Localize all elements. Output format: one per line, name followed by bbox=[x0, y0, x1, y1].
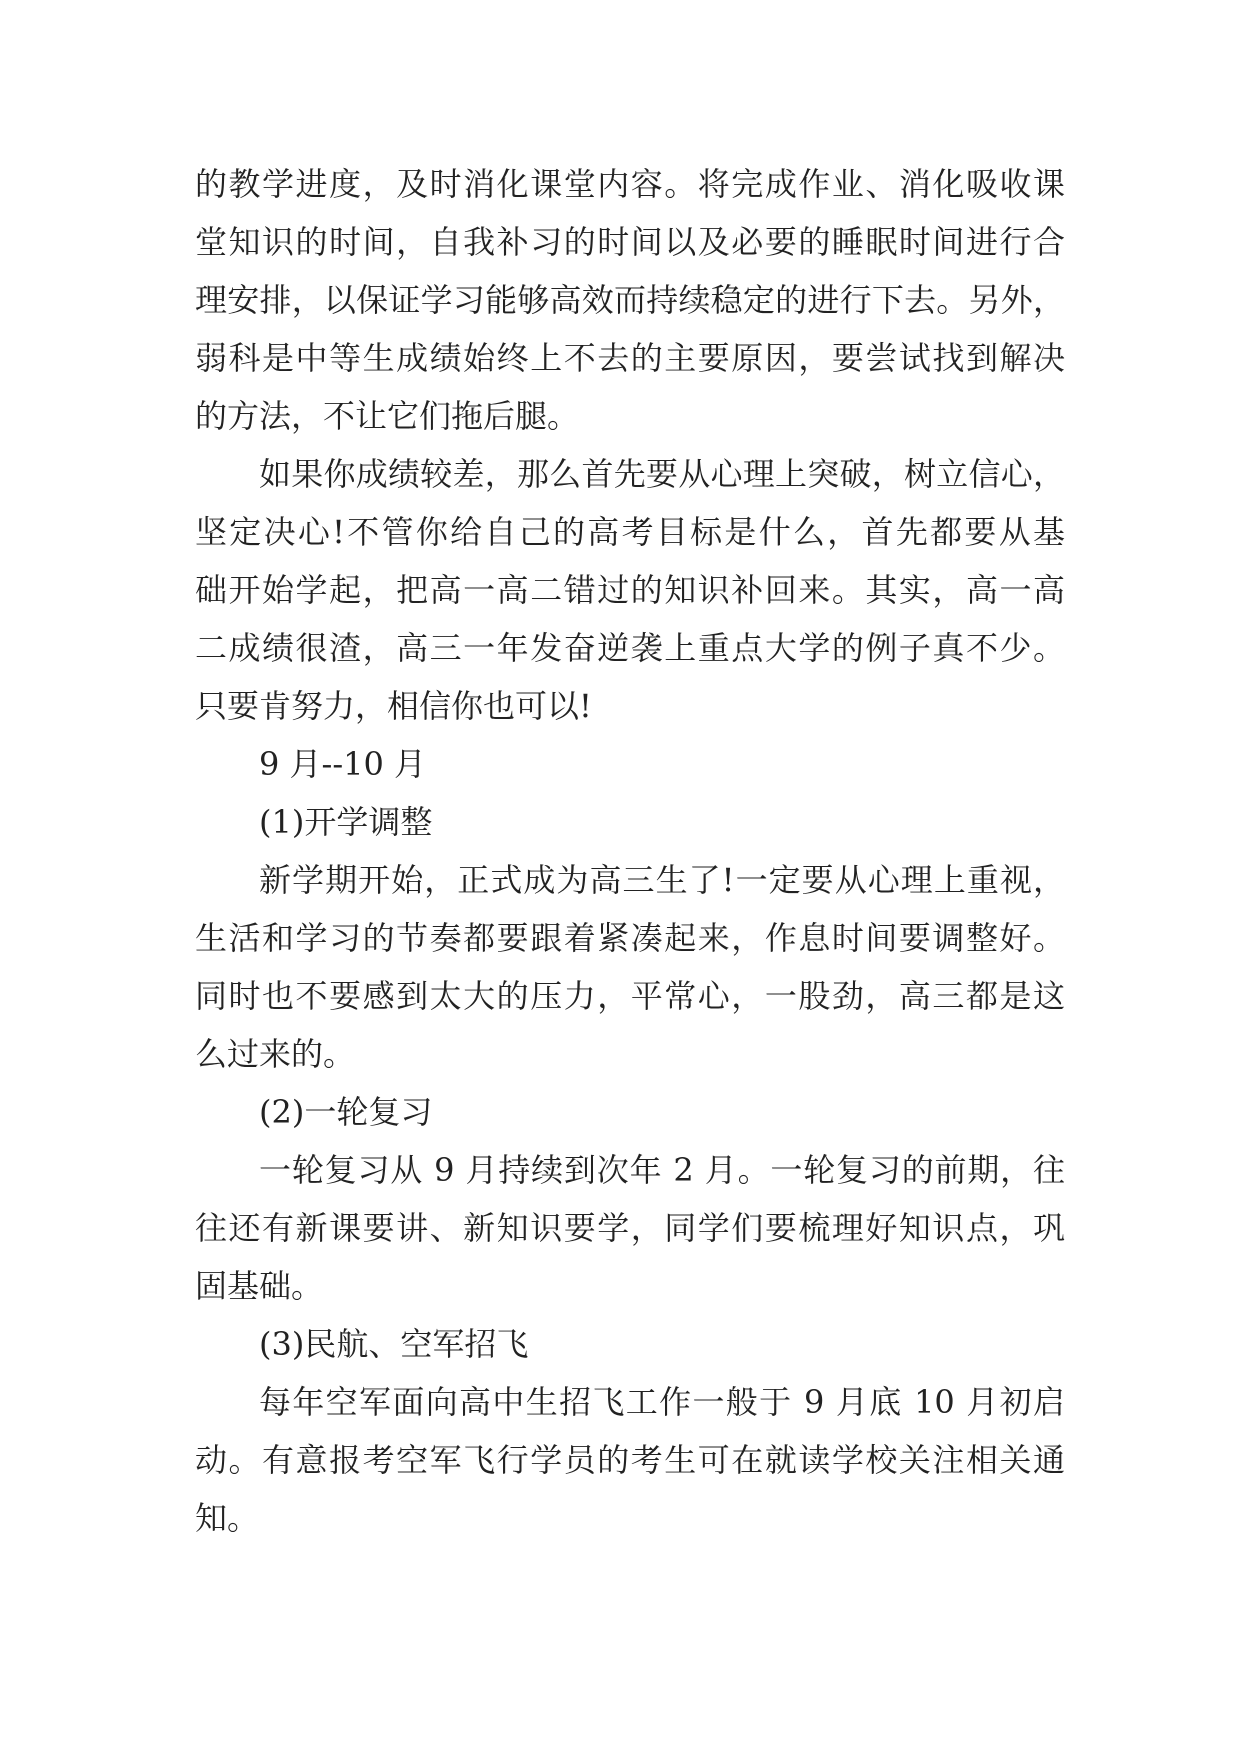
text-line: 同时也不要感到太大的压力，平常心，一股劲，高三都是这 bbox=[195, 977, 1065, 1015]
text-line: 的方法，不让它们拖后腿。 bbox=[195, 397, 580, 435]
paragraph bbox=[195, 445, 1065, 735]
text-line: 动。有意报考空军飞行学员的考生可在就读学校关注相关通 bbox=[195, 1441, 1065, 1479]
text-line: 础开始学起，把高一高二错过的知识补回来。其实，高一高 bbox=[195, 571, 1065, 609]
text-line: 理安排，以保证学习能够高效而持续稳定的进行下去。另外， bbox=[195, 281, 1065, 319]
text-line: 么过来的。 bbox=[195, 1035, 356, 1073]
subsection-heading: (1)开学调整 bbox=[259, 803, 433, 841]
text-line: 坚定决心!不管你给自己的高考目标是什么，首先都要从基 bbox=[195, 513, 1065, 551]
subsection-heading: (3)民航、空军招飞 bbox=[259, 1325, 529, 1363]
paragraph bbox=[195, 1373, 1065, 1547]
text-line: 弱科是中等生成绩始终上不去的主要原因，要尝试找到解决 bbox=[195, 339, 1065, 377]
text-line: 新学期开始，正式成为高三生了!一定要从心理上重视， bbox=[259, 861, 1065, 899]
section-heading: 9 月--10 月 bbox=[259, 745, 427, 783]
text-line: 二成绩很渣，高三一年发奋逆袭上重点大学的例子真不少。 bbox=[195, 629, 1065, 667]
text-line: 生活和学习的节奏都要跟着紧凑起来，作息时间要调整好。 bbox=[195, 919, 1065, 957]
paragraph bbox=[195, 155, 1065, 445]
text-line: 堂知识的时间，自我补习的时间以及必要的睡眠时间进行合 bbox=[195, 223, 1065, 261]
paragraph bbox=[195, 851, 1065, 1083]
text-line: 只要肯努力，相信你也可以! bbox=[195, 687, 592, 725]
text-line: 一轮复习从 9 月持续到次年 2 月。一轮复习的前期，往 bbox=[259, 1151, 1065, 1189]
document-body bbox=[195, 155, 1065, 1547]
text-line: 的教学进度，及时消化课堂内容。将完成作业、消化吸收课 bbox=[195, 165, 1065, 203]
text-line: 如果你成绩较差，那么首先要从心理上突破，树立信心， bbox=[259, 455, 1065, 493]
text-line: 知。 bbox=[195, 1499, 260, 1537]
text-line: 往还有新课要讲、新知识要学，同学们要梳理好知识点，巩 bbox=[195, 1209, 1065, 1247]
paragraph bbox=[195, 1141, 1065, 1315]
subsection-heading: (2)一轮复习 bbox=[259, 1093, 433, 1131]
text-line: 每年空军面向高中生招飞工作一般于 9 月底 10 月初启 bbox=[259, 1383, 1065, 1421]
text-line: 固基础。 bbox=[195, 1267, 324, 1305]
